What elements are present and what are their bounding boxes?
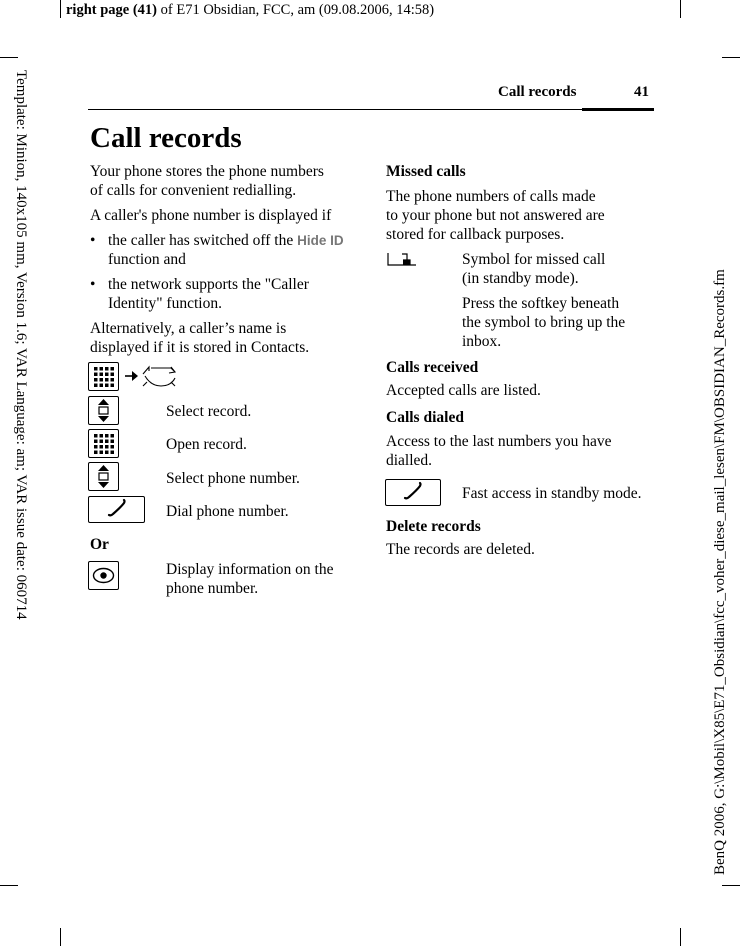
fast-access-text: Fast access in standby mode.	[462, 485, 642, 502]
softkey-line-2: the symbol to bring up the	[462, 314, 626, 331]
calls-dialed-body-1: Access to the last numbers you have	[386, 433, 612, 450]
call-key-icon	[88, 496, 145, 523]
print-header-note: right page (41) of E71 Obsidian, FCC, am (09.08.2006, 14:58)	[66, 2, 435, 18]
missed-body-3: stored for callback purposes.	[386, 226, 565, 243]
delete-records-body: The records are deleted.	[386, 541, 535, 558]
menu-key-icon	[88, 362, 119, 391]
softkey-line-1: Press the softkey beneath	[462, 295, 620, 312]
bullet-network: • the network supports the "Caller	[90, 276, 309, 293]
calls-dialed-body-2: dialled.	[386, 452, 433, 469]
page-title: Call records	[90, 122, 242, 154]
missed-symbol-line-2: (in standby mode).	[462, 270, 579, 287]
bullet-network-cont: Identity" function.	[108, 295, 222, 312]
or-label: Or	[90, 536, 109, 553]
missed-symbol-line-1: Symbol for missed call	[462, 251, 606, 268]
step-dial-number: Dial phone number.	[166, 503, 289, 520]
template-side-note: Template: Minion, 140x105 mm, Version 1.6; VAR Language: am; VAR issue date: 060714	[13, 70, 29, 620]
alt-line-2: displayed if it is stored in Contacts.	[90, 339, 310, 356]
step-open-record: Open record.	[166, 436, 247, 453]
bullet-hide-id-cont: function and	[108, 251, 186, 268]
eye-step-line-2: phone number.	[166, 580, 259, 597]
step-select-number: Select phone number.	[166, 470, 300, 487]
crop-mark	[60, 0, 61, 18]
intro-line-1: Your phone stores the phone numbers	[90, 163, 324, 180]
navigate-key-icon	[88, 396, 119, 425]
calls-received-body: Accepted calls are listed.	[386, 382, 541, 399]
arrow-right-icon	[125, 370, 139, 382]
missed-call-icon	[386, 251, 418, 275]
caller-id-line: A caller's phone number is displayed if	[90, 207, 332, 224]
calls-dialed-heading: Calls dialed	[386, 409, 464, 426]
menu-key-icon	[88, 429, 119, 458]
running-head-title: Call records	[498, 84, 577, 100]
crop-mark	[0, 885, 18, 886]
crop-mark	[60, 928, 61, 946]
eye-step-line-1: Display information on the	[166, 561, 334, 578]
eye-key-icon	[88, 561, 119, 590]
crop-mark	[0, 57, 18, 58]
page-number: 41	[634, 84, 649, 100]
crop-mark	[680, 928, 681, 946]
file-path-side-note: BenQ 2006, G:\Mobil\X85\E71_Obsidian\fcc_voher_diese_mail_lesen\FM\OBSIDIAN_Records.fm	[712, 269, 728, 875]
running-head-rule	[582, 108, 654, 111]
crop-mark	[722, 885, 740, 886]
delete-records-heading: Delete records	[386, 518, 481, 535]
crop-mark	[722, 57, 740, 58]
navigate-key-icon	[88, 462, 119, 491]
call-records-icon	[141, 364, 179, 390]
bullet-hide-id: • the caller has switched off the Hide ID	[90, 232, 344, 249]
step-select-record: Select record.	[166, 403, 252, 420]
hide-id-menu-label: Hide ID	[297, 233, 344, 248]
call-key-icon	[385, 479, 441, 506]
intro-line-2: of calls for convenient redialling.	[90, 182, 297, 199]
softkey-line-3: inbox.	[462, 333, 502, 350]
running-head	[88, 84, 654, 110]
missed-body-2: to your phone but not answered are	[386, 207, 605, 224]
missed-body-1: The phone numbers of calls made	[386, 188, 596, 205]
calls-received-heading: Calls received	[386, 359, 479, 376]
alt-line-1: Alternatively, a caller’s name is	[90, 320, 287, 337]
missed-calls-heading: Missed calls	[386, 163, 466, 180]
crop-mark	[680, 0, 681, 18]
